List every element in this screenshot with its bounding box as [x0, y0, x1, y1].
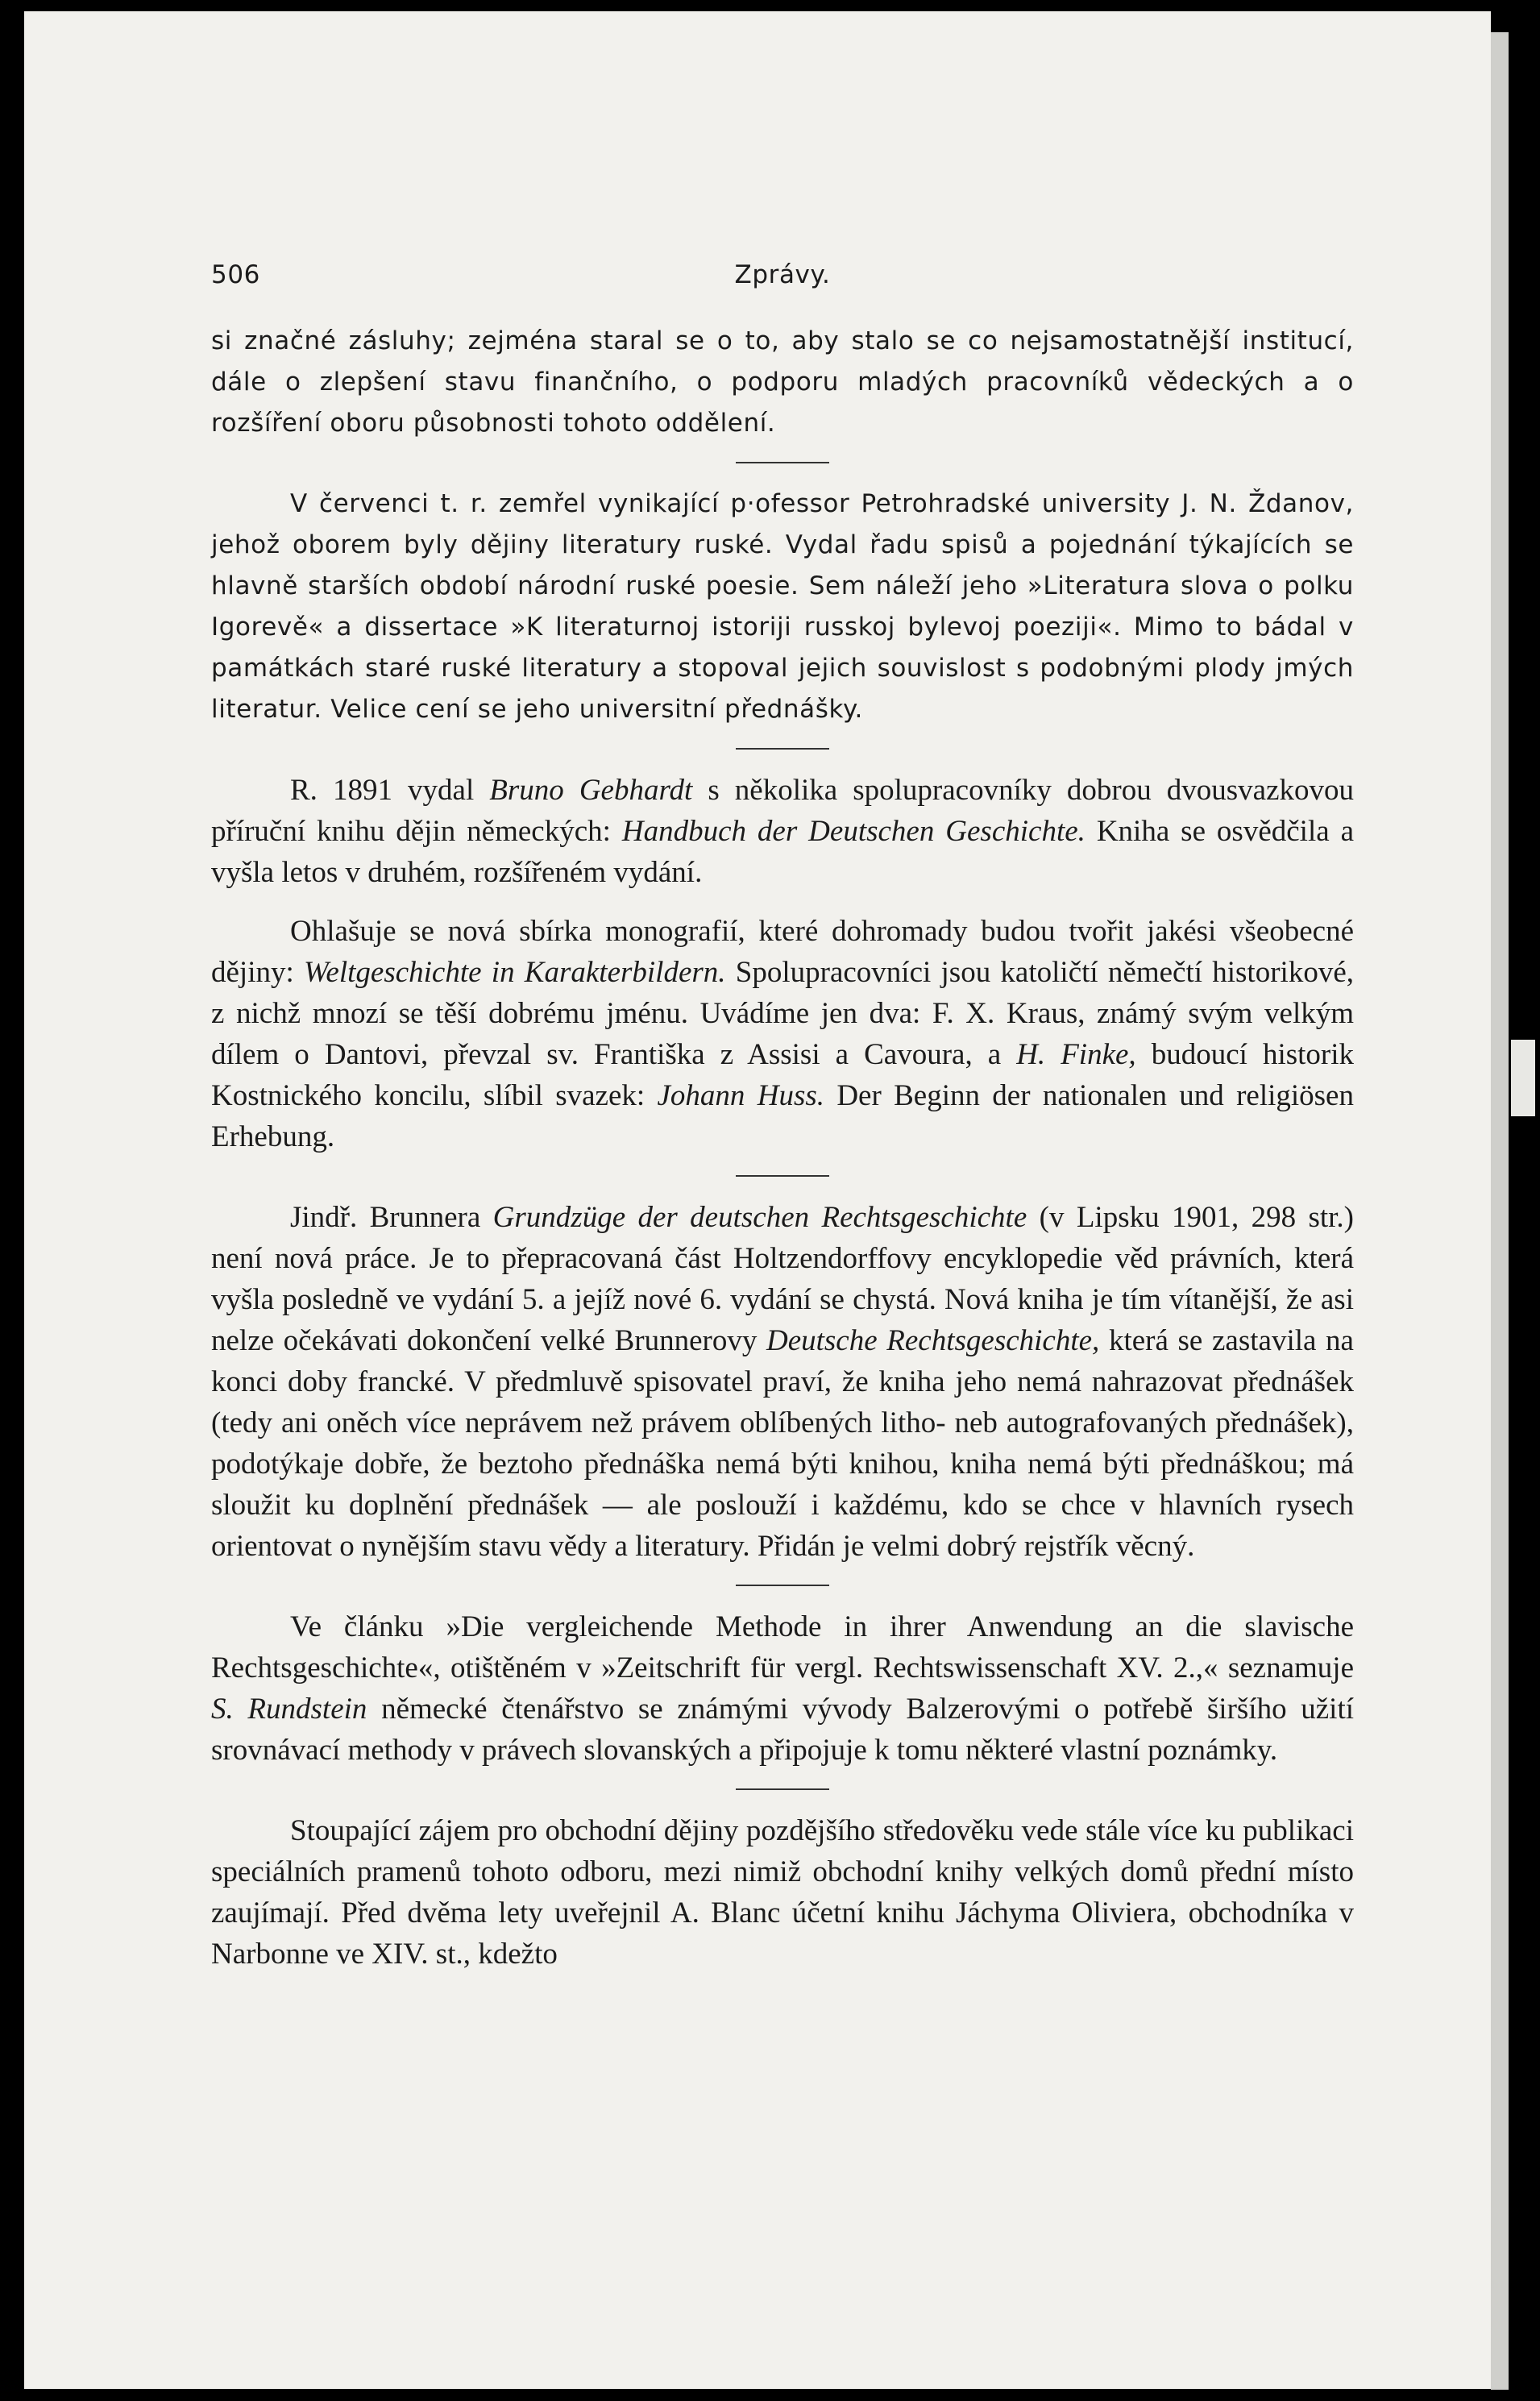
text: Jindř. Brunnera [290, 1201, 493, 1234]
separator-rule [736, 462, 829, 463]
text: R. 1891 vydal [290, 774, 490, 807]
running-title: Zprávy. [734, 260, 831, 289]
italic-name: Bruno Gebhardt [489, 774, 693, 807]
paragraph-7: Stoupající zájem pro obchodní dějiny pozdějšího středověku vede stále více ku publikaci speciálních pramenů tohoto odboru, mezi nimiž obchodní knihy velkých domů přední místo zaujímají. Před dvěma lety uveřejnil A. Blanc účetní knihu Jáchyma Oliviera, obchodníka v Narbonne ve XIV. st., kdežto [211, 1814, 1354, 1971]
text: s několika spolupracovníky dobrou dvousvazkovou příruční knihu dějin německých: [211, 774, 1354, 848]
italic-title: Johann Huss. [657, 1079, 824, 1112]
separator-rule [736, 1175, 829, 1177]
text: Der Beginn der nationalen und religiösen Erhebung. [211, 1079, 1354, 1153]
text: (v Lipsku 1901, 298 str.) není nová práce. Je to přepracovaná část Holtzendorffovy encyklopedie věd právních, která vyšla posledně ve vydání 5. a jejíž nové 6. vydání se chystá. Nová kniha je tím vítanější, že asi nelze očekávati dokončení velké Brunnerovy [211, 1201, 1354, 1357]
text: budoucí historik Kostnického koncilu, slíbil svazek: [211, 1038, 1354, 1112]
italic-name: S. Rundstein [211, 1693, 367, 1726]
italic-title: Grundzüge der deutschen Rechtsgeschichte [492, 1201, 1027, 1234]
text: která se zastavila na konci doby francké. V předmluvě spisovatel praví, že kniha jeho nemá nahrazovat přednášek (tedy ani oněch více neprávem než právem oblíbených litho- neb autografovaných přednášek), podotýkaje dobře, že beztoho přednáška nemá býti knihou, kniha nemá býti přednáškou; má sloužit ku doplnění přednášek — ale poslouží i každému, kdo se chce v hlavních rysech orientovat o nynějším stavu vědy a literatury. Přidán je velmi dobrý rejstřík věcný. [211, 1324, 1354, 1563]
italic-title: Deutsche Rechtsgeschichte, [766, 1324, 1100, 1357]
separator-rule [736, 1585, 829, 1586]
paragraph-1: si značné zásluhy; zejména staral se o to, aby stalo se co nejsamostatnější institucí, dále o zlepšení stavu finančního, o podporu mladých pracovníků vědeckých a o rozšíření oboru působnosti tohoto oddělení. [211, 326, 1354, 438]
separator-rule [736, 748, 829, 750]
page-number: 506 [211, 260, 260, 289]
paragraph-6 [211, 1606, 1354, 1771]
page-header [211, 245, 1354, 290]
page-body [211, 245, 1354, 1975]
italic-title: Handbuch der Deutschen Geschichte. [621, 815, 1085, 848]
text: Spolupracovníci jsou katoličtí němečtí historikové, z nichž mnozí se těší dobrému jménu. Uvádíme jen dva: F. X. Kraus, známý svým velkým dílem o Dantovi, převzal sv. Františka z Assisi a Cavoura, a [211, 956, 1354, 1071]
text: Ohlašuje se nová sbírka monografií, které dohromady budou tvořit jakési všeobecné dějiny: [211, 915, 1354, 989]
page-edge [1491, 32, 1509, 2390]
paragraph-3 [211, 770, 1354, 893]
scanned-page [24, 11, 1491, 2389]
italic-name: H. Finke, [1016, 1038, 1136, 1071]
paragraph-4 [211, 911, 1354, 1157]
paragraph-5 [211, 1197, 1354, 1567]
separator-rule [736, 1788, 829, 1790]
text: Ve článku »Die vergleichende Methode in ihrer Anwendung an die slavische Rechtsgeschichte«, otištěném v »Zeitschrift für vergl. Rechtswissenschaft XV. 2.,« seznamuje [211, 1610, 1354, 1684]
paragraph-2: V červenci t. r. zemřel vynikající p·ofessor Petrohradské university J. N. Ždanov, jehož oborem byly dějiny literatury ruské. Vydal řadu spisů a pojednání týkajících se hlavně starších období národní ruské poesie. Sem náleží jeho »Literatura slova o polku Igorevě« a dissertace »K literaturnoj istoriji russkoj bylevoj poeziji«. Mimo to bádal v památkách staré ruské literatury a stopoval jejich souvislost s podobnými plody jmých literatur. Velice cení se jeho universitní přednášky. [211, 489, 1354, 724]
text: Kniha se osvědčila a vyšla letos v druhém, rozšířeném vydání. [211, 815, 1354, 889]
text: německé čtenářstvo se známými vývody Balzerovými o potřebě širšího užití srovnávací methody v právech slovanských a připojuje k tomu některé vlastní poznámky. [211, 1693, 1355, 1767]
page-edge-tab [1511, 1040, 1535, 1116]
italic-title: Weltgeschichte in Karakterbildern. [304, 956, 726, 989]
